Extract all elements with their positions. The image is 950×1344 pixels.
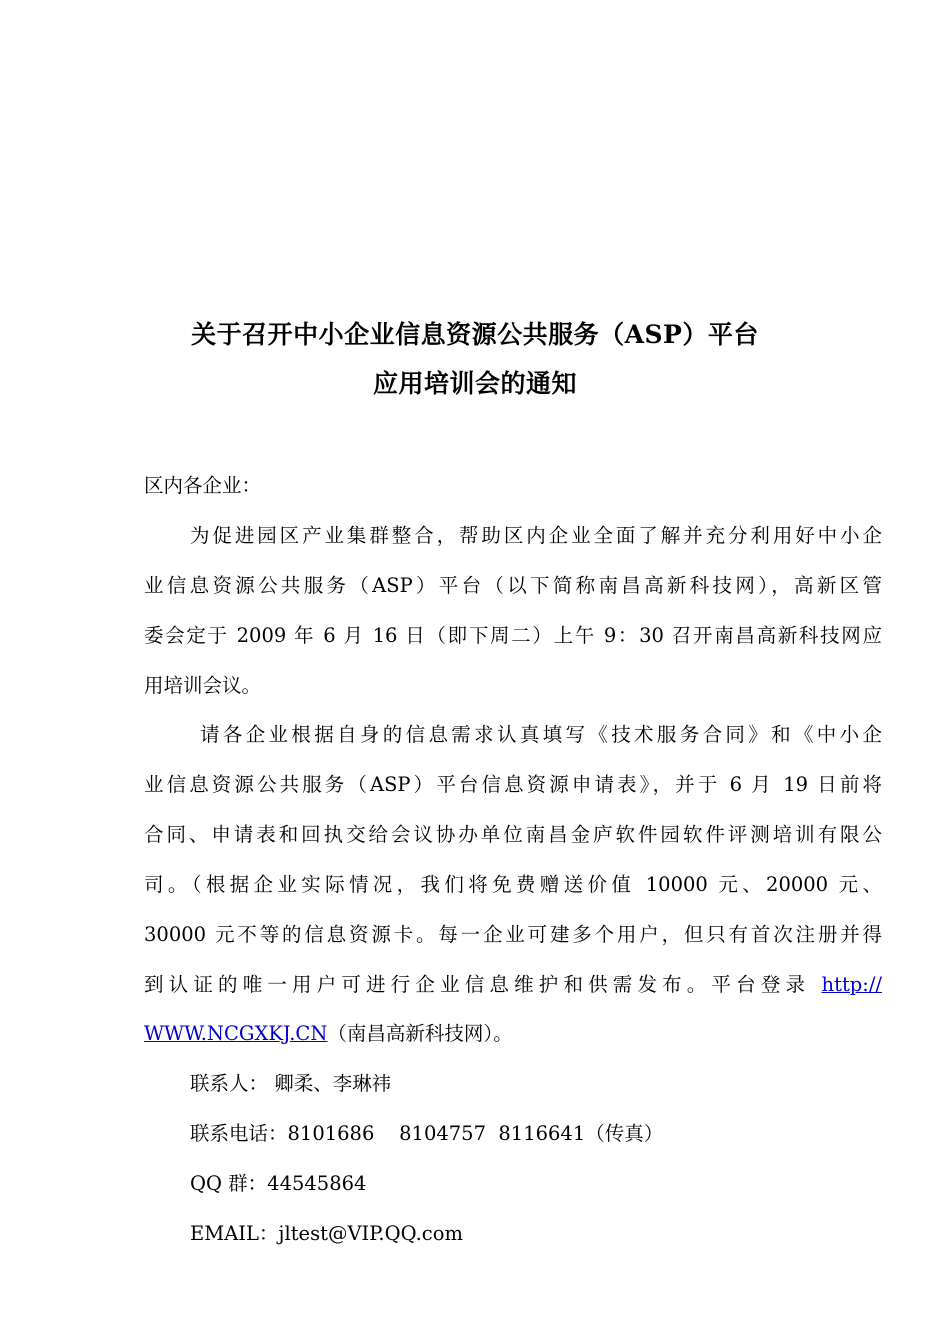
contact-phone: 联系电话：8101686 8104757 8116641（传真） (190, 1122, 664, 1145)
contact-qq: QQ 群：44545864 (190, 1172, 367, 1195)
paragraph-2-line-1: 请各企业根据自身的信息需求认真填写《技术服务合同》和《中小企 (200, 723, 882, 746)
paragraph-2-line-4: 司。（根据企业实际情况，我们将免费赠送价值 10000 元、20000 元、 (144, 873, 882, 896)
paragraph-2-line-6-text: 到认证的唯一用户可进行企业信息维护和供需发布。平台登录 (144, 973, 811, 996)
paragraph-2-line-6 (144, 972, 882, 998)
paragraph-2-line-5: 30000 元不等的信息资源卡。每一企业可建多个用户，但只有首次注册并得 (144, 923, 882, 946)
contact-person: 联系人： 卿柔、李琳祎 (190, 1072, 392, 1095)
paragraph-1-line-2: 业信息资源公共服务（ASP）平台（以下简称南昌高新科技网），高新区管 (144, 574, 882, 597)
paragraph-2-line-3: 合同、申请表和回执交给会议协办单位南昌金庐软件园软件评测培训有限公 (144, 823, 882, 846)
paragraph-2-line-7 (144, 1021, 882, 1047)
website-link-part-1[interactable]: http:// (821, 973, 882, 996)
contact-email: EMAIL：jltest@VIP.QQ.com (190, 1222, 463, 1245)
paragraph-1-line-3: 委会定于 2009 年 6 月 16 日（即下周二）上午 9：30 召开南昌高新科技网应 (144, 624, 882, 647)
paragraph-1-line-1: 为促进园区产业集群整合，帮助区内企业全面了解并充分利用好中小企 (190, 524, 882, 547)
paragraph-2-line-7-text: （南昌高新科技网）。 (327, 1022, 513, 1045)
document-title-line-1: 关于召开中小企业信息资源公共服务（ASP）平台 (191, 320, 759, 349)
salutation: 区内各企业： (144, 474, 262, 497)
paragraph-2-line-2: 业信息资源公共服务（ASP）平台信息资源申请表》，并于 6 月 19 日前将 (144, 773, 882, 796)
paragraph-1-line-4: 用培训会议。 (144, 674, 262, 697)
website-link-part-2[interactable]: WWW.NCGXKJ.CN (144, 1022, 328, 1045)
document-title-line-2: 应用培训会的通知 (372, 369, 577, 398)
